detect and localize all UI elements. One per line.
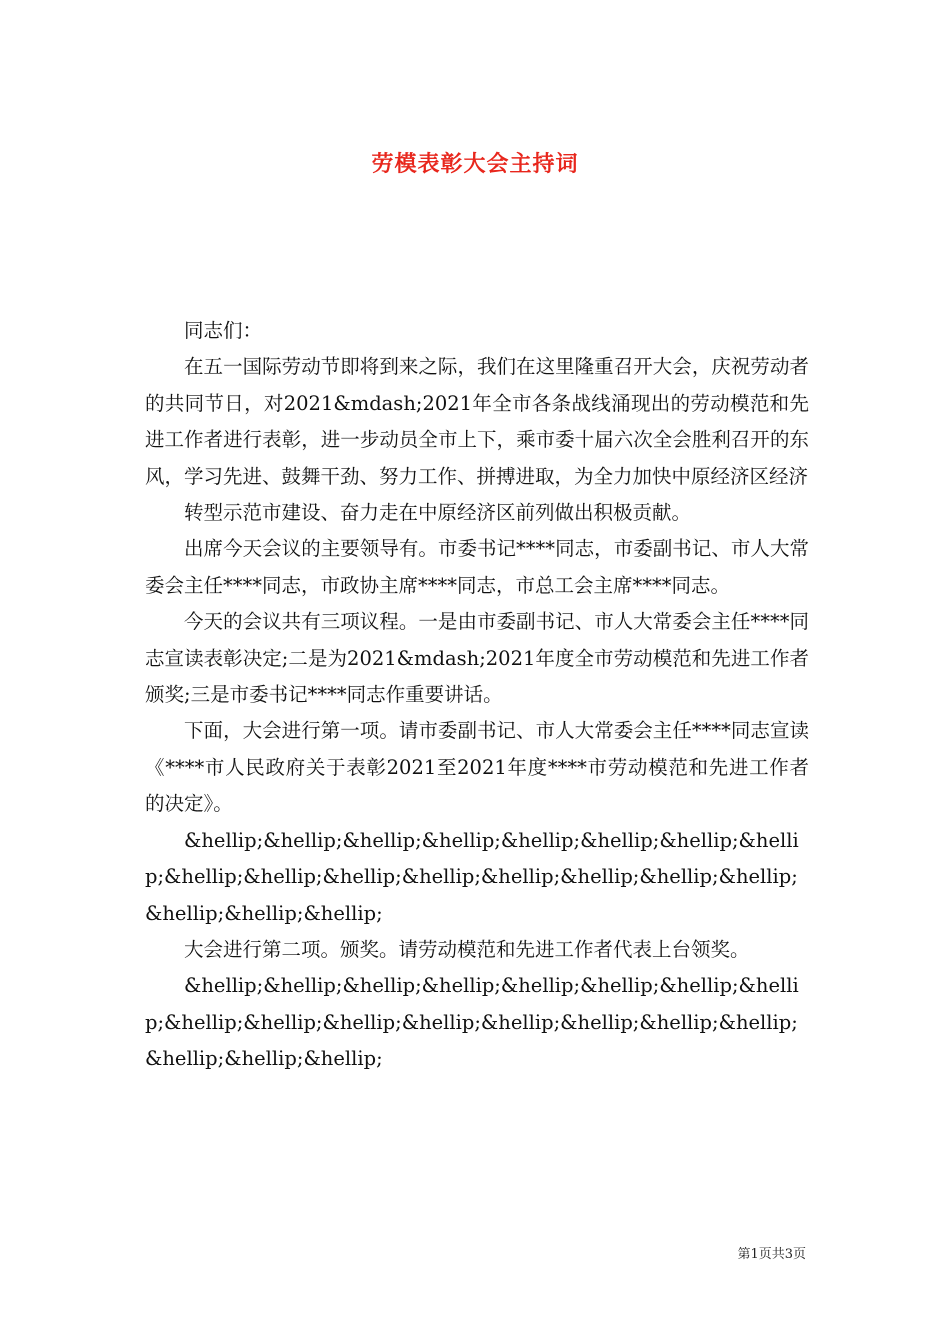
paragraph-item-one: 下面，大会进行第一项。请市委副书记、市人大常委会主任****同志宣读《****市人民政府关于表彰2021至2021年度****市劳动模范和先进工作者的决定》。 — [145, 719, 809, 816]
paragraph-agenda: 今天的会议共有三项议程。一是由市委副书记、市人大常委会主任****同志宣读表彰决定;二是为2021&mdash;2021年度全市劳动模范和先进工作者颁奖;三是市委书记****同志作重要讲话。 — [145, 610, 809, 707]
document-body — [145, 313, 809, 1078]
paragraph-leaders: 出席今天会议的主要领导有。市委书记****同志，市委副书记、市人大常委会主任****同志，市政协主席****同志，市总工会主席****同志。 — [145, 537, 809, 597]
paragraph-greeting: 同志们： — [184, 319, 263, 342]
page-number: 第1页共3页 — [737, 1247, 806, 1262]
paragraph-ellipsis-one: &hellip;&hellip;&hellip;&hellip;&hellip;&hellip;&hellip;&hellip;&hellip;&hellip;&hellip;&hellip;&hellip;&hellip;&hellip;&hellip;&hellip;&hellip;&hellip; — [145, 828, 799, 925]
paragraph-item-two: 大会进行第二项。颁奖。请劳动模范和先进工作者代表上台领奖。 — [184, 937, 750, 961]
document-title: 劳模表彰大会主持词 — [371, 150, 579, 177]
paragraph-opening-continued: 转型示范市建设、奋力走在中原经济区前列做出积极贡献。 — [184, 501, 692, 525]
paragraph-opening: 在五一国际劳动节即将到来之际，我们在这里隆重召开大会，庆祝劳动者的共同节日，对2021&mdash;2021年全市各条战线涌现出的劳动模范和先进工作者进行表彰，进一步动员全市上下，乘市委十届六次全会胜利召开的东风，学习先进、鼓舞干劲、努力工作、拼搏进取，为全力加快中原经济区经济 — [145, 355, 809, 488]
paragraph-ellipsis-two: &hellip;&hellip;&hellip;&hellip;&hellip;&hellip;&hellip;&hellip;&hellip;&hellip;&hellip;&hellip;&hellip;&hellip;&hellip;&hellip;&hellip;&hellip;&hellip; — [145, 974, 799, 1071]
